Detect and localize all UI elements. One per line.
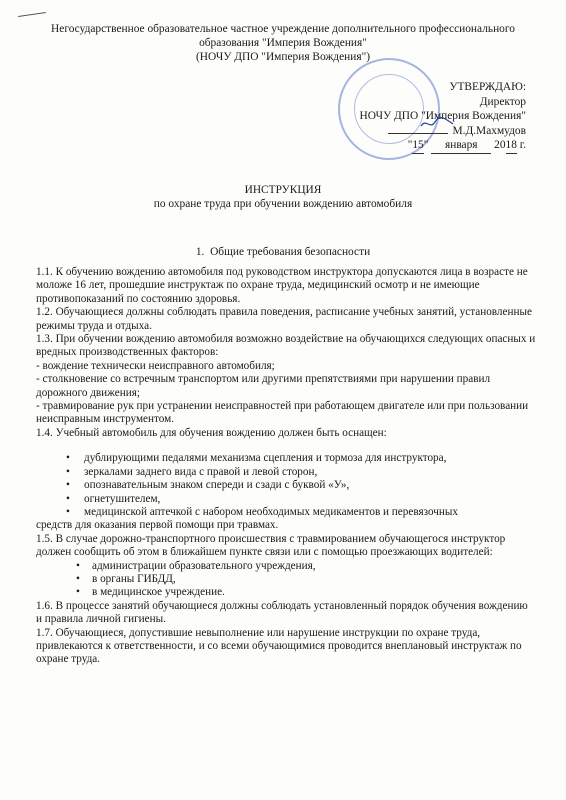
date-month: января [431, 138, 491, 154]
bullet-icon: • [76, 586, 80, 599]
paragraph-1-6: 1.6. В процессе занятий обучающиеся должны соблюдать установленный порядок обучения вождению и правила личной гигиены. [36, 599, 528, 626]
section-title: Общие требования безопасности [210, 246, 371, 258]
date-g: г. [519, 139, 526, 151]
header-line-3: (НОЧУ ДПО "Империя Вождения") [195, 51, 371, 63]
approval-organization: НОЧУ ДПО "Империя Вождения" [359, 110, 526, 122]
bullet-icon: • [66, 479, 70, 492]
bullet-icon: • [66, 492, 70, 505]
list-item: • дублирующими педалями механизма сцепления и тормоза для инструктора, [66, 452, 447, 465]
list-item: • огнетушителем, [66, 492, 161, 505]
hazard-item: - столкновение со встречным транспортом или другими препятствиями при нарушении правил дорожного движения; [36, 373, 491, 399]
date-year-suffix: 18 [506, 138, 517, 154]
list-item: • опознавательным знаком спереди и сзади с буквой «У», [66, 479, 350, 492]
title-subtitle: по охране труда при обучении вождению автомобиля [153, 198, 413, 210]
date-day: 15 [412, 138, 423, 154]
paragraph-1-5: 1.5. В случае дорожно-транспортного происшествия с травмированием обучающегося инструктор должен сообщить об этом в ближайшем пункте связи или с помощью проезжающих водителей: [36, 532, 506, 559]
scan-mark [18, 12, 46, 17]
list-item: • в органы ГИБДД, [76, 572, 176, 585]
bullet-icon: • [66, 452, 70, 465]
list-item: • медицинской аптечкой с набором необходимых медикаментов и перевязочных [66, 505, 458, 518]
section-heading [0, 246, 566, 258]
bullet-icon: • [66, 465, 70, 478]
paragraph-1-2: 1.2. Обучающиеся должны соблюдать правила поведения, расписание учебных занятий, установленные режимы труда и отдыха. [36, 306, 532, 332]
organization-header [48, 22, 518, 64]
paragraph-1-7: 1.7. Обучающиеся, допустившие невыполнение или нарушение инструкции по охране труда, привлекаются к ответственности, и со всеми обучающимися проводится внеплановый инструктаж по охране труда. [36, 626, 522, 666]
notify-list [36, 560, 536, 600]
section-number: 1. [195, 246, 205, 258]
paragraph-1-3: 1.3. При обучении вождению автомобиля возможно воздействие на обучающихся следующих опасных и вредных производственных факторов: [36, 333, 536, 359]
list-tail: средств для оказания первой помощи при травмах. [36, 519, 279, 532]
approval-heading: УТВЕРЖДАЮ: [449, 81, 526, 93]
header-line-1: Негосударственное образовательное частное учреждение дополнительного профессионального [51, 23, 515, 35]
paragraph-1-4: 1.4. Учебный автомобиль для обучения вождению должен быть оснащен: [36, 426, 387, 439]
handwritten-signature [420, 116, 454, 130]
bullet-icon: • [66, 505, 70, 518]
date-year-prefix: 20 [494, 139, 506, 151]
title-main: ИНСТРУКЦИЯ [244, 184, 322, 196]
signature-line [388, 133, 448, 134]
hazard-item: - вождение технически неисправного автомобиля; [36, 359, 275, 372]
document-title [0, 183, 566, 211]
bullet-icon: • [76, 559, 80, 572]
approval-date: "15" января 2018 г. [326, 138, 526, 154]
approval-position: Директор [479, 95, 526, 108]
bullet-icon: • [76, 572, 80, 585]
instruction-body [36, 266, 536, 667]
hazard-item: - травмирование рук при устранении неисправностей при работающем двигателе или при пользовании неисправным инструментом. [36, 400, 529, 426]
list-item: • администрации образовательного учреждения, [76, 559, 316, 572]
signer-name: М.Д.Махмудов [452, 124, 526, 137]
equipment-list [36, 452, 536, 519]
list-item: • в медицинское учреждение. [76, 586, 225, 599]
list-item: • зеркалами заднего вида с правой и левой сторон, [66, 465, 318, 478]
header-line-2: образования "Империя Вождения" [199, 37, 367, 49]
paragraph-1-1: 1.1. К обучению вождению автомобиля под руководством инструктора допускаются лица в возрасте не моложе 16 лет, прошедшие инструктаж по охране труда, медицинский осмотр и не имеющие противопоказаний по состоянию здоровья. [36, 266, 528, 305]
